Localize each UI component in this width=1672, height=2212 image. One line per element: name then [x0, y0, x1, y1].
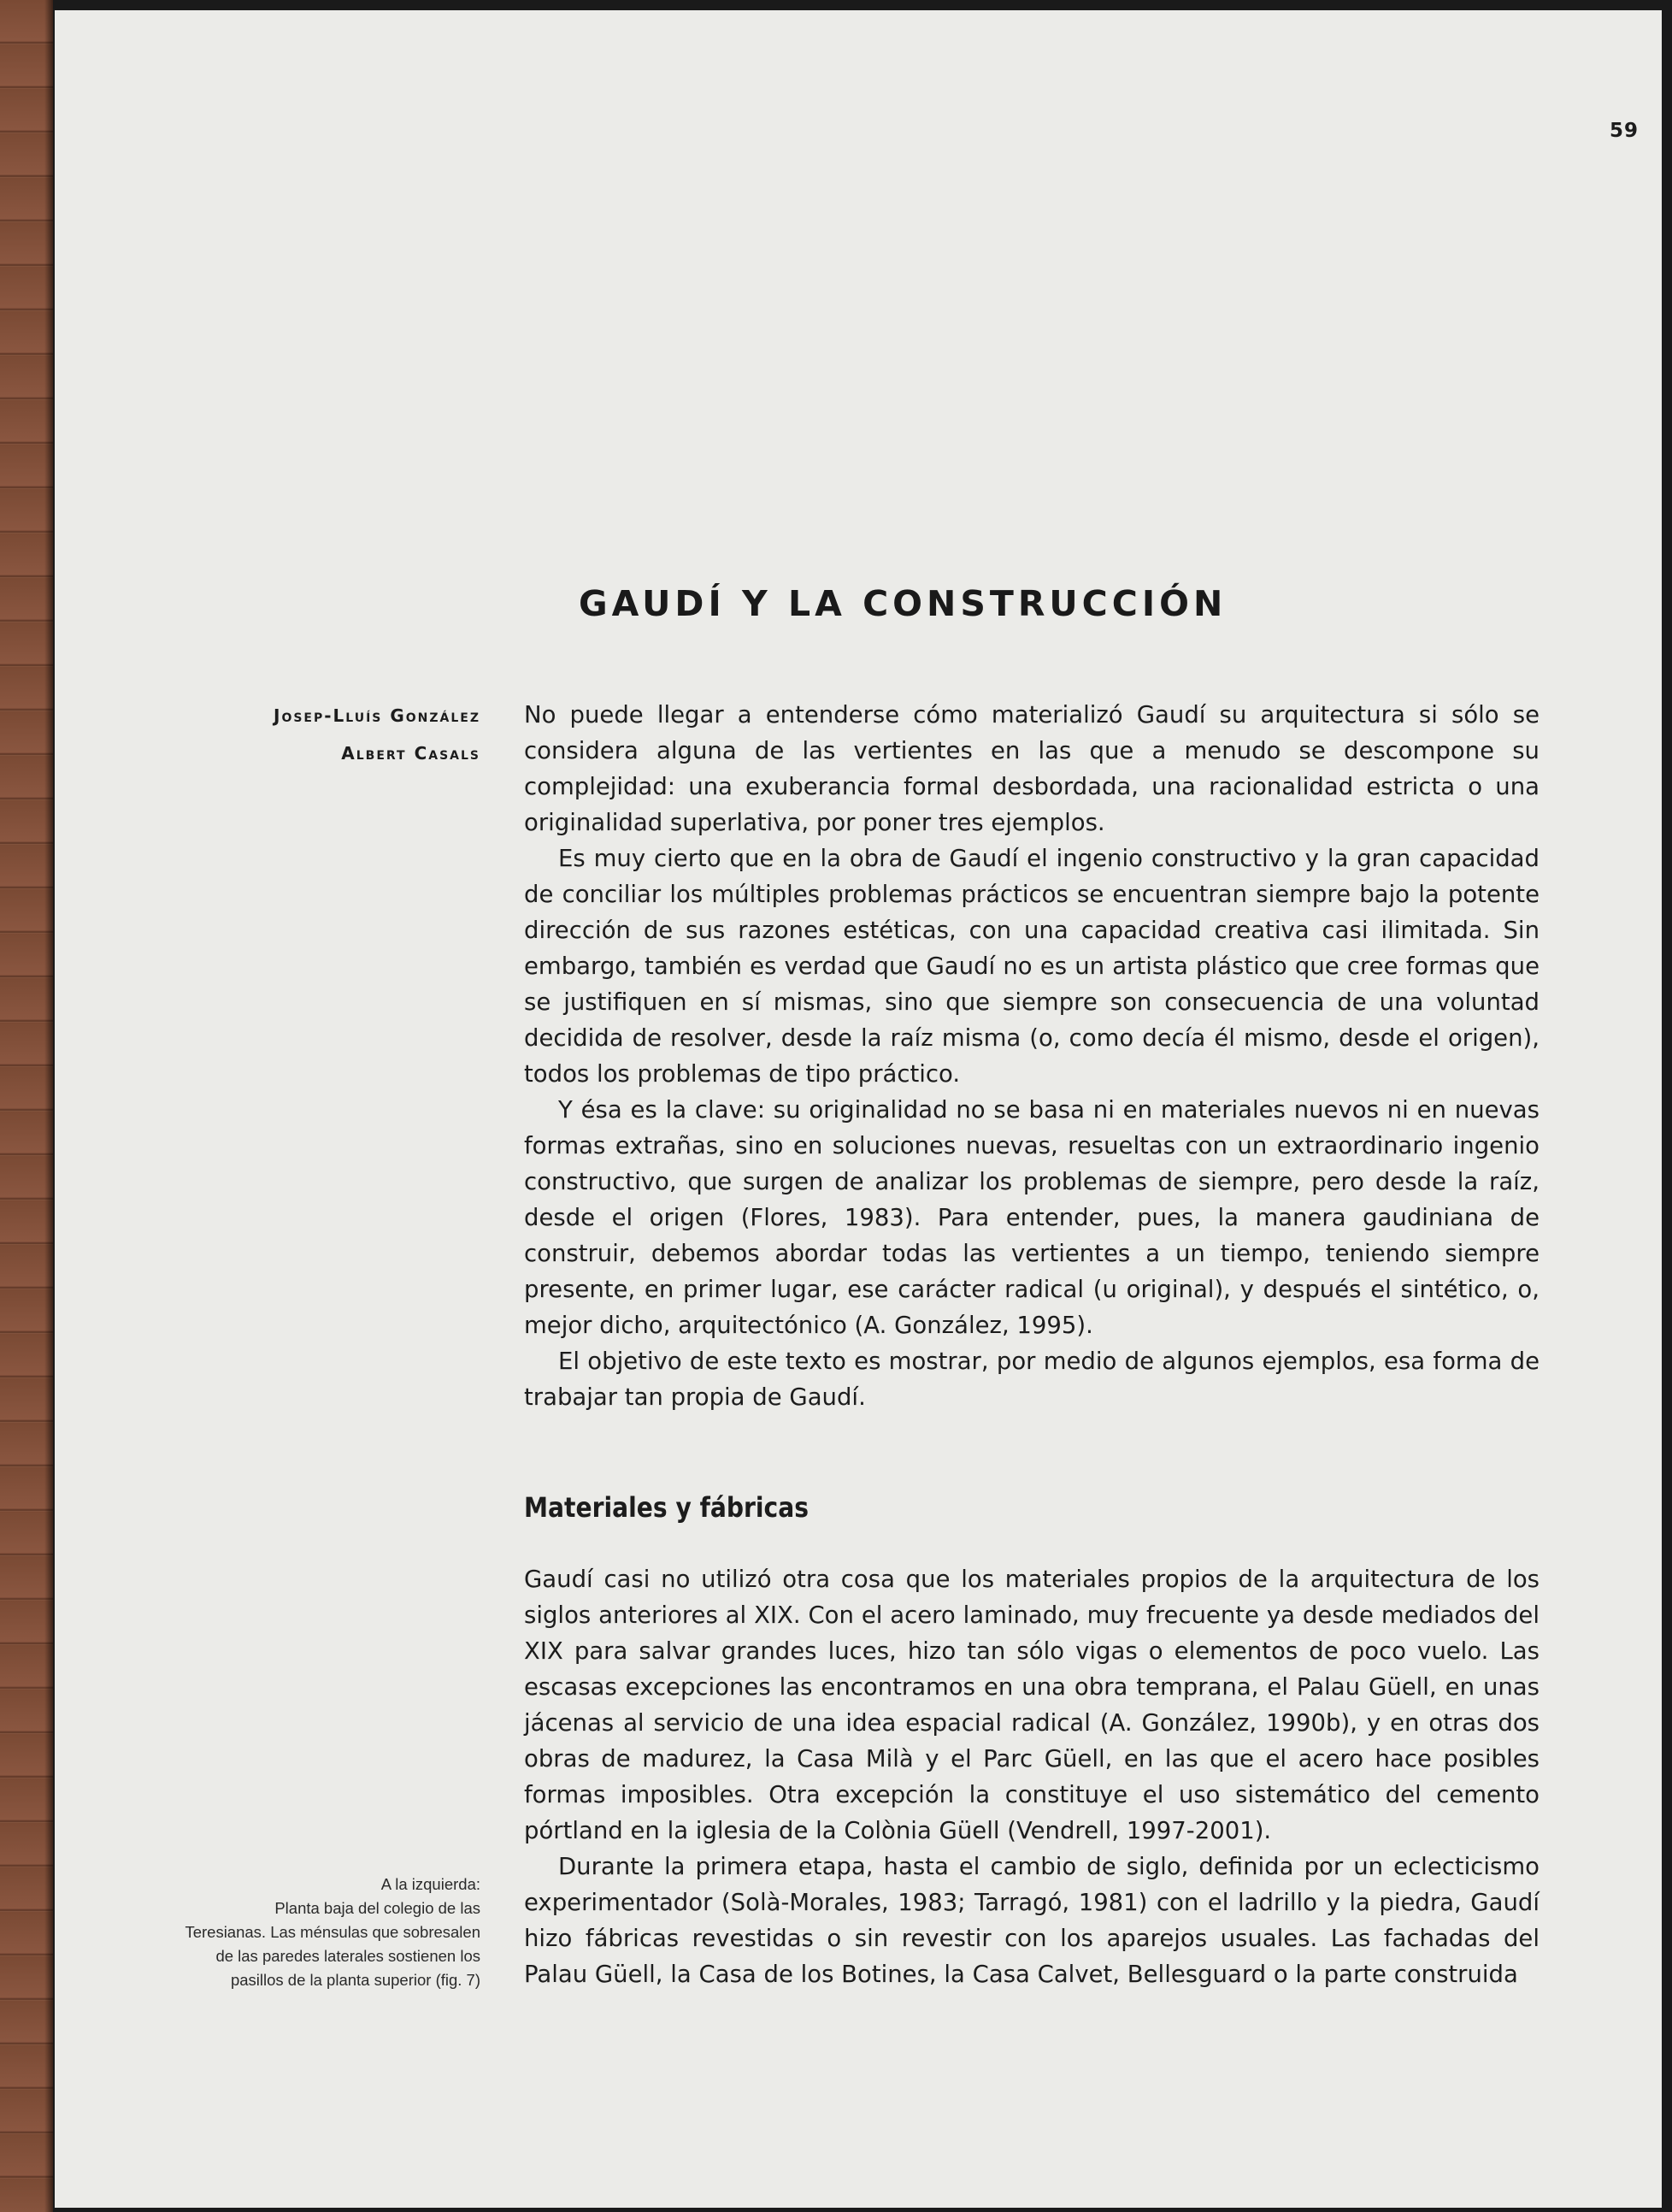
section-heading: Materiales y fábricas [524, 1491, 810, 1524]
author-name: Albert Casals [341, 743, 480, 764]
caption-line: pasillos de la planta superior (fig. 7) [230, 1971, 480, 1989]
author-name: Josep-Lluís González [274, 705, 480, 726]
paragraph: Durante la primera etapa, hasta el cambio de siglo, definida por un eclecticismo experimentador (Solà-Morales, 1983; Tarragó, 1981) con el ladrillo y la piedra, Gaudí hizo fábricas revestidas o sin revestir con los aparejos usuales. Las fachadas del Palau Güell, la Casa de los Botines, la Casa Calvet, Bellesguard o la parte construida [524, 1853, 1540, 1988]
paragraph: Y ésa es la clave: su originalidad no se basa ni en materiales nuevos ni en nuevas formas extrañas, sino en soluciones nuevas, resueltas con un extraordinario ingenio constructivo, que surgen de analizar los problemas de siempre, pero desde la raíz, desde el origen (Flores, 1983). Para entender, pues, la manera gaudiniana de construir, debemos abordar todas las vertientes a un tiempo, teniendo siempre presente, en primer lugar, ese carácter radical (u original), y después el sintético, o, mejor dicho, arquitectónico (A. González, 1995). [524, 1096, 1540, 1339]
paragraph: El objetivo de este texto es mostrar, por medio de algunos ejemplos, esa forma de trabajar tan propia de Gaudí. [524, 1348, 1540, 1411]
intro-text [524, 697, 1540, 1415]
caption-line: Planta baja del colegio de las [274, 1899, 480, 1917]
article-title: GAUDÍ Y LA CONSTRUCCIÓN [579, 583, 1228, 624]
figure-caption [138, 1873, 480, 1992]
page-number: 59 [1610, 120, 1640, 142]
paragraph: Es muy cierto que en la obra de Gaudí el ingenio constructivo y la gran capacidad de conciliar los múltiples problemas prácticos se encuentran siempre bajo la potente dirección de sus razones estéticas, con una capacidad creativa casi ilimitada. Sin embargo, también es verdad que Gaudí no es un artista plástico que cree formas que se justifiquen en sí mismas, sino que siempre son consecuencia de una voluntad decidida de resolver, desde la raíz misma (o, como decía él mismo, desde el origen), todos los problemas de tipo práctico. [524, 845, 1540, 1088]
paragraph: Gaudí casi no utilizó otra cosa que los materiales propios de la arquitectura de los siglos anteriores al XIX. Con el acero laminado, muy frecuente ya desde mediados del XIX para salvar grandes luces, hizo tan sólo vigas o elementos de poco vuelo. Las escasas excepciones las encontramos en una obra temprana, el Palau Güell, en unas jácenas al servicio de una idea espacial radical (A. González, 1990b), y en otras dos obras de madurez, la Casa Milà y el Parc Güell, en las que el acero hace posibles formas imposibles. Otra excepción la constituye el uso sistemático del cemento pórtland en la iglesia de la Colònia Güell (Vendrell, 1997-2001). [524, 1566, 1540, 1844]
caption-line: A la izquierda: [380, 1875, 480, 1893]
author-list [274, 697, 480, 772]
paragraph: No puede llegar a entenderse cómo materializó Gaudí su arquitectura si sólo se considera alguna de las vertientes en las que a menudo se descompone su complejidad: una exuberancia formal desbordada, una racionalidad estricta o una originalidad superlativa, por poner tres ejemplos. [524, 701, 1540, 836]
book-spine-edge [0, 0, 53, 2212]
caption-line: Teresianas. Las ménsulas que sobresalen [185, 1923, 480, 1941]
section-text [524, 1561, 1540, 1992]
caption-line: de las paredes laterales sostienen los [215, 1947, 480, 1965]
